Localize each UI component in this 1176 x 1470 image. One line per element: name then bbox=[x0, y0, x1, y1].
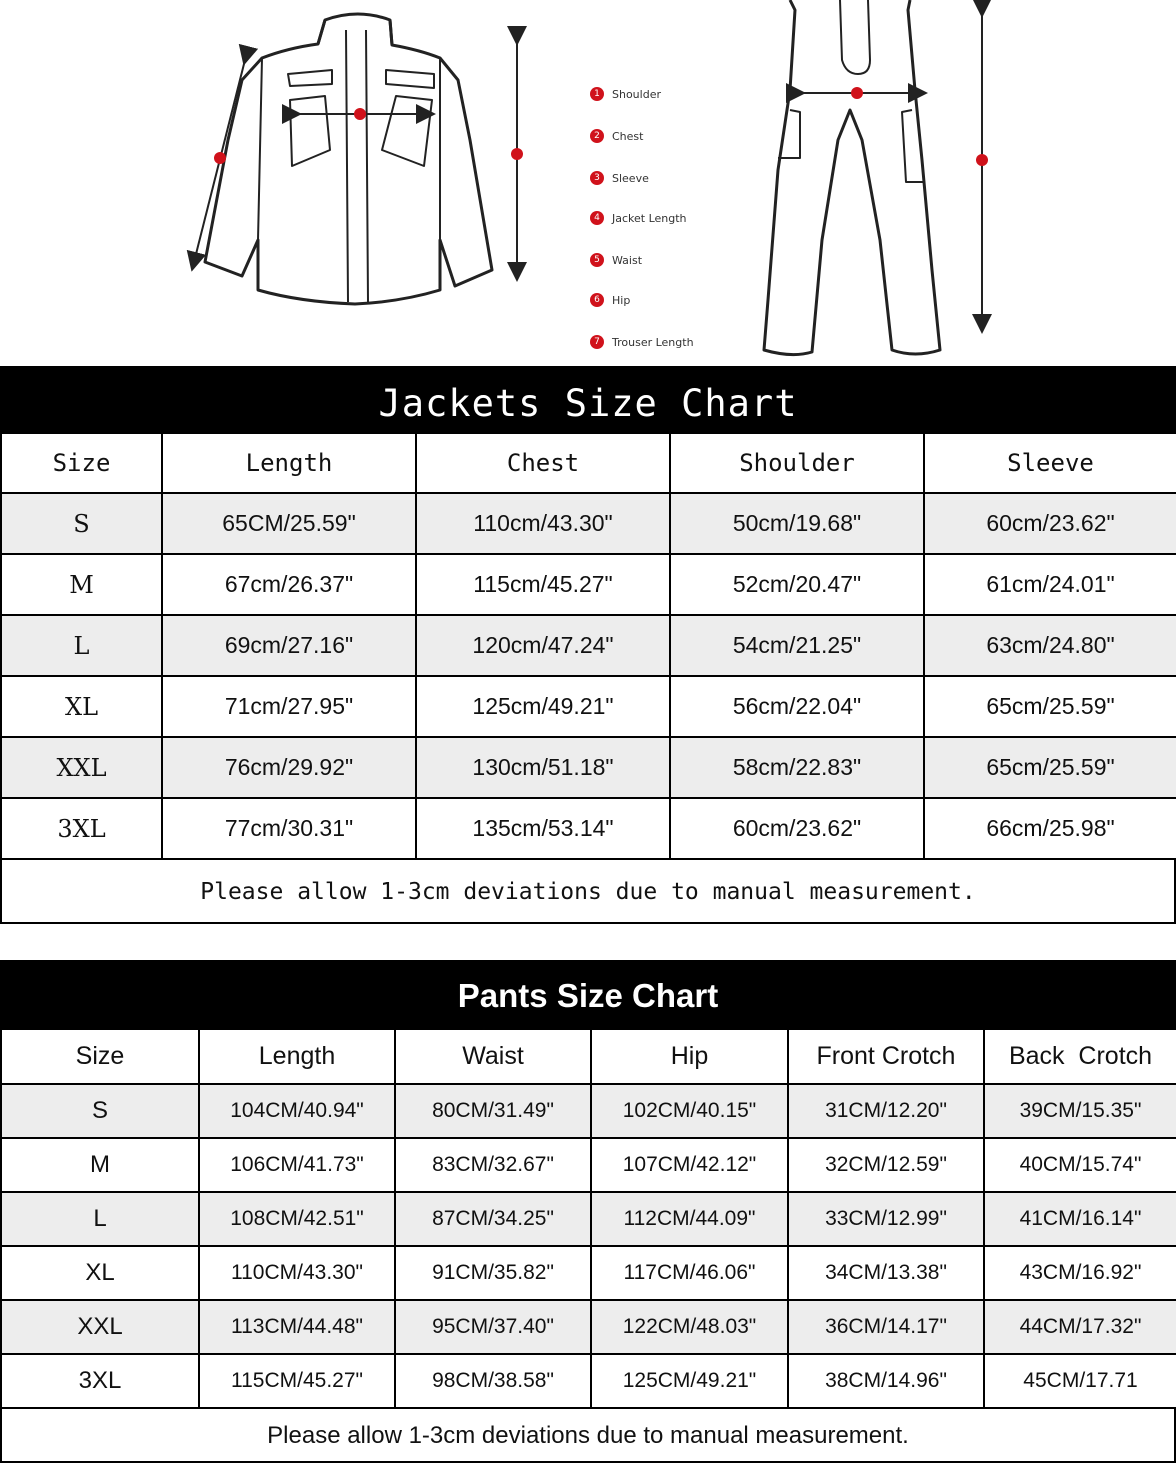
header-cell: Length bbox=[199, 1029, 395, 1084]
value-cell: 32CM/12.59" bbox=[788, 1138, 984, 1192]
size-cell: XL bbox=[1, 676, 162, 737]
header-cell: Shoulder bbox=[670, 433, 924, 493]
garment-illustration bbox=[0, 0, 1176, 366]
value-cell: 34CM/13.38" bbox=[788, 1246, 984, 1300]
value-cell: 71cm/27.95" bbox=[162, 676, 416, 737]
marker-number: 2 bbox=[590, 129, 604, 143]
value-cell: 117CM/46.06" bbox=[591, 1246, 788, 1300]
value-cell: 67cm/26.37" bbox=[162, 554, 416, 615]
value-cell: 83CM/32.67" bbox=[395, 1138, 591, 1192]
header-cell: Size bbox=[1, 433, 162, 493]
table-row bbox=[1, 676, 1176, 737]
size-cell: 3XL bbox=[1, 1354, 199, 1408]
size-cell: XXL bbox=[1, 737, 162, 798]
table-row bbox=[1, 798, 1176, 859]
marker-number: 6 bbox=[590, 293, 604, 307]
value-cell: 65CM/25.59" bbox=[162, 493, 416, 554]
measurement-note: Please allow 1-3cm deviations due to manual measurement. bbox=[0, 860, 1176, 924]
jackets-size-table bbox=[0, 432, 1176, 860]
value-cell: 60cm/23.62" bbox=[670, 798, 924, 859]
header-cell: Length bbox=[162, 433, 416, 493]
value-cell: 106CM/41.73" bbox=[199, 1138, 395, 1192]
value-cell: 112CM/44.09" bbox=[591, 1192, 788, 1246]
table-row bbox=[1, 1084, 1176, 1138]
size-cell: S bbox=[1, 1084, 199, 1138]
value-cell: 65cm/25.59" bbox=[924, 737, 1176, 798]
value-cell: 56cm/22.04" bbox=[670, 676, 924, 737]
pants-size-table bbox=[0, 1028, 1176, 1409]
value-cell: 120cm/47.24" bbox=[416, 615, 670, 676]
legend-label: Shoulder bbox=[612, 87, 661, 101]
header-cell: Size bbox=[1, 1029, 199, 1084]
table-row bbox=[1, 1354, 1176, 1408]
table-row bbox=[1, 1246, 1176, 1300]
header-cell: Waist bbox=[395, 1029, 591, 1084]
value-cell: 69cm/27.16" bbox=[162, 615, 416, 676]
jacket-illustration bbox=[205, 14, 492, 304]
jackets-size-chart bbox=[0, 366, 1176, 924]
table-row bbox=[1, 493, 1176, 554]
legend-label: Chest bbox=[612, 129, 644, 143]
table-header-row bbox=[1, 1029, 1176, 1084]
table-row bbox=[1, 737, 1176, 798]
marker-number: 7 bbox=[590, 335, 604, 349]
value-cell: 110CM/43.30" bbox=[199, 1246, 395, 1300]
value-cell: 45CM/17.71 bbox=[984, 1354, 1176, 1408]
legend-item bbox=[590, 290, 630, 310]
value-cell: 130cm/51.18" bbox=[416, 737, 670, 798]
value-cell: 98CM/38.58" bbox=[395, 1354, 591, 1408]
value-cell: 91CM/35.82" bbox=[395, 1246, 591, 1300]
legend-label: Sleeve bbox=[612, 171, 649, 185]
value-cell: 50cm/19.68" bbox=[670, 493, 924, 554]
header-cell: Back Crotch bbox=[984, 1029, 1176, 1084]
legend-label: Waist bbox=[612, 253, 643, 267]
marker-number: 4 bbox=[590, 211, 604, 225]
value-cell: 104CM/40.94" bbox=[199, 1084, 395, 1138]
value-cell: 33CM/12.99" bbox=[788, 1192, 984, 1246]
size-cell: M bbox=[1, 554, 162, 615]
size-cell: L bbox=[1, 1192, 199, 1246]
value-cell: 108CM/42.51" bbox=[199, 1192, 395, 1246]
value-cell: 38CM/14.96" bbox=[788, 1354, 984, 1408]
value-cell: 107CM/42.12" bbox=[591, 1138, 788, 1192]
value-cell: 40CM/15.74" bbox=[984, 1138, 1176, 1192]
measurement-diagram bbox=[0, 0, 1176, 366]
measurement-note: Please allow 1-3cm deviations due to manual measurement. bbox=[0, 1409, 1176, 1463]
value-cell: 102CM/40.15" bbox=[591, 1084, 788, 1138]
value-cell: 125CM/49.21" bbox=[591, 1354, 788, 1408]
size-cell: XXL bbox=[1, 1300, 199, 1354]
value-cell: 122CM/48.03" bbox=[591, 1300, 788, 1354]
value-cell: 135cm/53.14" bbox=[416, 798, 670, 859]
marker-number: 1 bbox=[590, 87, 604, 101]
value-cell: 52cm/20.47" bbox=[670, 554, 924, 615]
size-cell: 3XL bbox=[1, 798, 162, 859]
value-cell: 77cm/30.31" bbox=[162, 798, 416, 859]
value-cell: 54cm/21.25" bbox=[670, 615, 924, 676]
size-cell: XL bbox=[1, 1246, 199, 1300]
legend-label: Trouser Length bbox=[612, 335, 694, 349]
table-row bbox=[1, 1192, 1176, 1246]
header-cell: Chest bbox=[416, 433, 670, 493]
value-cell: 39CM/15.35" bbox=[984, 1084, 1176, 1138]
header-cell: Front Crotch bbox=[788, 1029, 984, 1084]
legend-item bbox=[590, 126, 643, 146]
value-cell: 76cm/29.92" bbox=[162, 737, 416, 798]
header-cell: Sleeve bbox=[924, 433, 1176, 493]
value-cell: 95CM/37.40" bbox=[395, 1300, 591, 1354]
value-cell: 60cm/23.62" bbox=[924, 493, 1176, 554]
value-cell: 41CM/16.14" bbox=[984, 1192, 1176, 1246]
value-cell: 87CM/34.25" bbox=[395, 1192, 591, 1246]
value-cell: 80CM/31.49" bbox=[395, 1084, 591, 1138]
legend-label: Jacket Length bbox=[612, 211, 687, 225]
value-cell: 58cm/22.83" bbox=[670, 737, 924, 798]
value-cell: 63cm/24.80" bbox=[924, 615, 1176, 676]
value-cell: 66cm/25.98" bbox=[924, 798, 1176, 859]
table-row bbox=[1, 615, 1176, 676]
table-row bbox=[1, 1138, 1176, 1192]
table-row bbox=[1, 1300, 1176, 1354]
legend-item bbox=[590, 250, 642, 270]
header-cell: Hip bbox=[591, 1029, 788, 1084]
value-cell: 31CM/12.20" bbox=[788, 1084, 984, 1138]
legend-item bbox=[590, 332, 694, 352]
pants-size-chart bbox=[0, 960, 1176, 1463]
value-cell: 36CM/14.17" bbox=[788, 1300, 984, 1354]
value-cell: 43CM/16.92" bbox=[984, 1246, 1176, 1300]
legend-item bbox=[590, 84, 661, 104]
size-cell: M bbox=[1, 1138, 199, 1192]
table-header-row bbox=[1, 433, 1176, 493]
legend-item bbox=[590, 208, 687, 228]
value-cell: 115cm/45.27" bbox=[416, 554, 670, 615]
legend-item bbox=[590, 168, 649, 188]
pants-measure-arrows bbox=[796, 8, 982, 324]
value-cell: 110cm/43.30" bbox=[416, 493, 670, 554]
marker-number: 3 bbox=[590, 171, 604, 185]
value-cell: 61cm/24.01" bbox=[924, 554, 1176, 615]
value-cell: 113CM/44.48" bbox=[199, 1300, 395, 1354]
value-cell: 65cm/25.59" bbox=[924, 676, 1176, 737]
value-cell: 115CM/45.27" bbox=[199, 1354, 395, 1408]
value-cell: 44CM/17.32" bbox=[984, 1300, 1176, 1354]
marker-number: 5 bbox=[590, 253, 604, 267]
value-cell: 125cm/49.21" bbox=[416, 676, 670, 737]
pants-illustration bbox=[764, 0, 940, 355]
jackets-chart-title: Jackets Size Chart bbox=[0, 366, 1176, 432]
table-row bbox=[1, 554, 1176, 615]
size-cell: L bbox=[1, 615, 162, 676]
size-cell: S bbox=[1, 493, 162, 554]
pants-chart-title: Pants Size Chart bbox=[0, 960, 1176, 1028]
jacket-measure-arrows bbox=[194, 36, 517, 272]
legend-label: Hip bbox=[612, 293, 631, 307]
